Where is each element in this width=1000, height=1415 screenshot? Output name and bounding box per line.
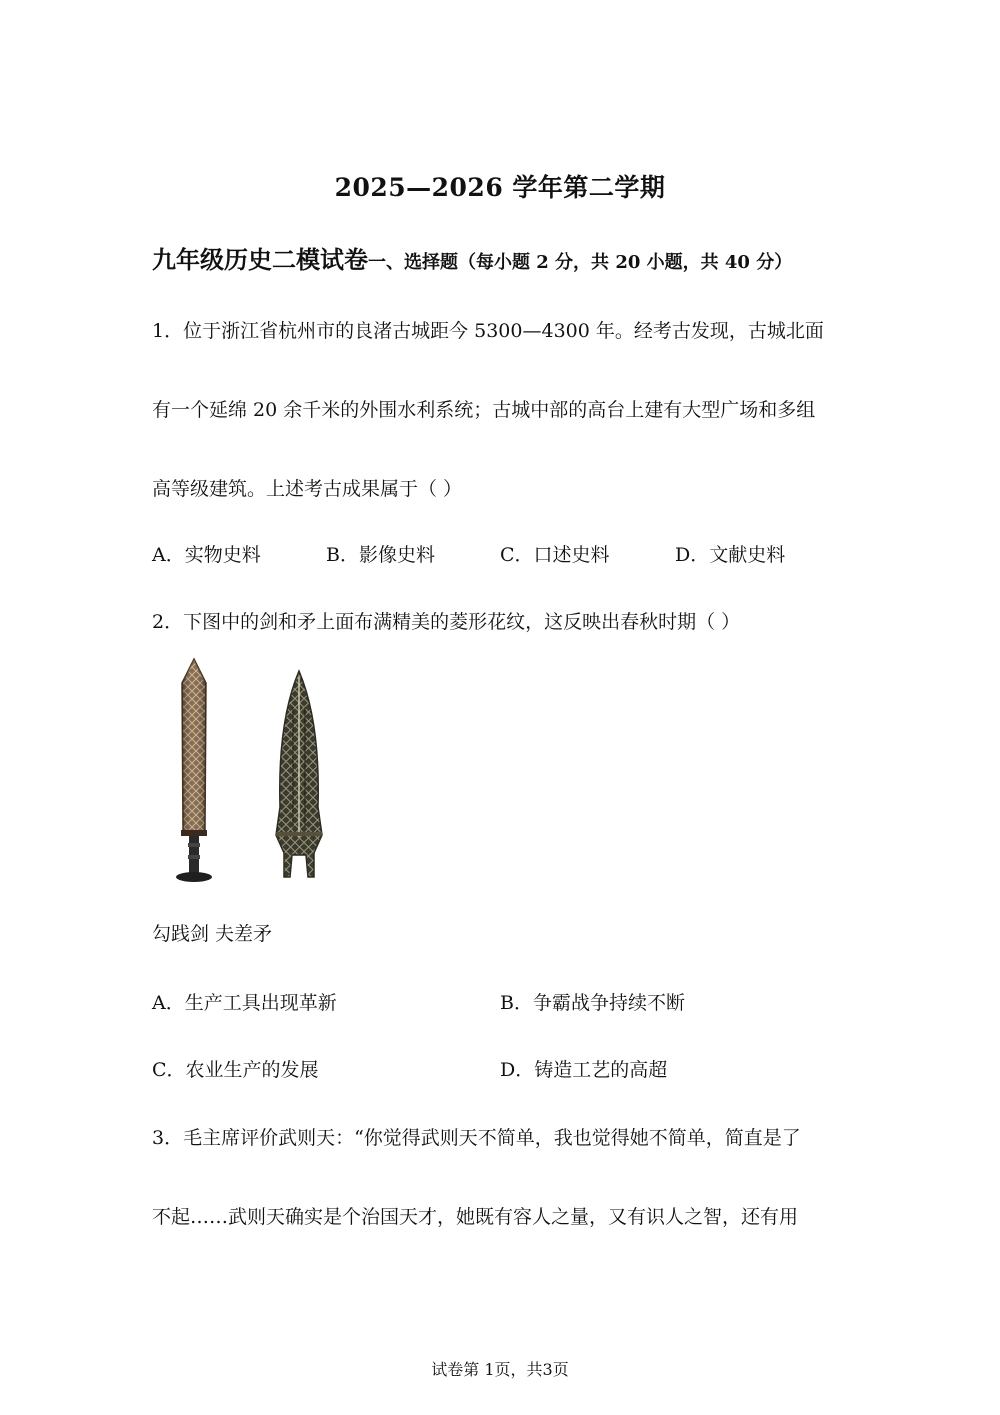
question-3-line-1: 3．毛主席评价武则天：“你觉得武则天不简单，我也觉得她不简单，简直是了 [152, 1127, 801, 1149]
question-1-option-a: A．实物史料 [152, 544, 261, 566]
question-2-option-d: D．铸造工艺的高超 [500, 1059, 668, 1081]
question-1-option-b: B．影像史料 [326, 544, 435, 566]
question-2-option-c: C．农业生产的发展 [152, 1059, 319, 1081]
fuchai-spear-image [268, 667, 330, 885]
page-footer: 试卷第 1页，共3页 [431, 1360, 569, 1379]
exam-subtitle [152, 240, 792, 275]
question-2-option-b: B．争霸战争持续不断 [500, 992, 685, 1014]
section-heading: 一、选择题（每小题 2 分，共 20 小题，共 40 分） [368, 252, 793, 273]
figure-caption: 勾践剑 夫差矛 [152, 923, 273, 945]
question-1-option-c: C．口述史料 [500, 544, 610, 566]
question-3-line-2: 不起……武则天确实是个治国天才，她既有容人之量，又有识人之智，还有用 [152, 1206, 799, 1228]
question-1-line-3: 高等级建筑。上述考古成果属于（ ） [152, 478, 463, 500]
question-1-line-2: 有一个延绵 20 余千米的外围水利系统；古城中部的高台上建有大型广场和多组 [152, 399, 816, 421]
page-title: 2025—2026 学年第二学期 [334, 173, 666, 202]
question-2-option-a: A．生产工具出现革新 [152, 992, 337, 1014]
question-1-line-1: 1．位于浙江省杭州市的良渚古城距今 5300—4300 年。经考古发现，古城北面 [152, 320, 824, 342]
goujian-sword-image [168, 655, 220, 887]
question-2-line-1: 2．下图中的剑和矛上面布满精美的菱形花纹，这反映出春秋时期（ ） [152, 611, 741, 633]
exam-name: 九年级历史二模试卷 [152, 245, 368, 274]
question-1-option-d: D．文献史料 [675, 544, 786, 566]
